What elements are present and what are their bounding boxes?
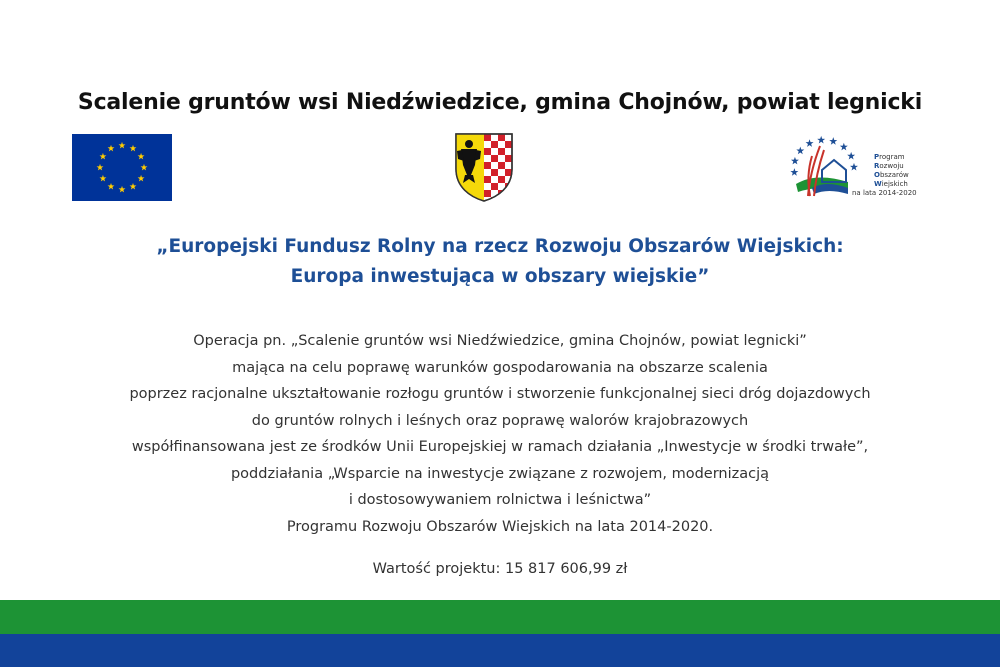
description-line: mająca na celu poprawę warunków gospodarowania na obszarze scalenia: [232, 359, 768, 376]
checker-square: [484, 134, 491, 141]
prow-star: [829, 137, 837, 145]
description-line: poddziałania „Wsparcie na inwestycje związane z rozwojem, modernizacją: [230, 465, 770, 482]
prow-star: [817, 136, 825, 144]
checker-square: [498, 134, 505, 141]
description-line: poprzez racjonalne ukształtowanie rozłogu gruntów i stworzenie funkcjonalnej sieci dróg dojazdowych: [129, 386, 871, 402]
prow-star: [850, 163, 858, 171]
fund-heading: [0, 232, 1000, 292]
description-line: i dostosowywaniem rolnictwa i leśnictwa”: [348, 492, 652, 508]
description-line: Operacja pn. „Scalenie gruntów wsi Niedźwiedzice, gmina Chojnów, powiat legnicki”: [193, 333, 807, 349]
coat-of-arms-logo: [453, 131, 515, 203]
description-line: Programu Rozwoju Obszarów Wiejskich na lata 2014-2020.: [286, 518, 714, 535]
checker-square: [505, 197, 512, 203]
prow-star: [791, 157, 799, 165]
prow-stars-icon: [790, 136, 858, 176]
checker-square: [505, 141, 512, 148]
fund-heading-line-1: „Europejski Fundusz Rolny na rzecz Rozwoju Obszarów Wiejskich:: [156, 236, 844, 257]
checker-square: [498, 148, 505, 155]
checker-square: [491, 141, 498, 148]
prow-word-3: Obszarów: [874, 171, 909, 179]
fund-heading-line-2: Europa inwestująca w obszary wiejskie”: [290, 266, 710, 287]
prow-word-2: Rozwoju: [874, 162, 904, 170]
checker-square: [498, 162, 505, 169]
description-line: do gruntów rolnych i leśnych oraz poprawę walorów krajobrazowych: [251, 412, 749, 429]
operation-description: [0, 328, 1000, 540]
prow-word-1: Program: [874, 153, 905, 161]
checker-square: [491, 169, 498, 176]
checker-square: [498, 176, 505, 183]
checker-square: [484, 162, 491, 169]
prow-star: [806, 139, 814, 147]
eu-flag-logo: [72, 134, 172, 201]
page-title: Scalenie gruntów wsi Niedźwiedzice, gmina Chojnów, powiat legnicki: [77, 90, 923, 115]
checker-square: [491, 183, 498, 190]
prow-star: [790, 168, 798, 176]
checker-square: [491, 155, 498, 162]
prow-word-4: Wiejskich: [874, 180, 908, 188]
checker-square: [484, 176, 491, 183]
checker-square: [484, 148, 491, 155]
project-value: Wartość projektu: 15 817 606,99 zł: [372, 561, 628, 577]
description-line: współfinansowana jest ze środków Unii Europejskiej w ramach działania „Inwestycje w środki trwałe”,: [131, 439, 869, 455]
prow-logo: [782, 132, 922, 204]
prow-years: na lata 2014-2020: [852, 189, 917, 197]
checker-square: [484, 190, 491, 197]
prow-star: [840, 143, 848, 151]
blue-stripe: [0, 634, 1000, 667]
checker-square: [505, 155, 512, 162]
green-stripe: [0, 600, 1000, 634]
prow-star: [847, 152, 855, 160]
prow-star: [796, 147, 804, 155]
